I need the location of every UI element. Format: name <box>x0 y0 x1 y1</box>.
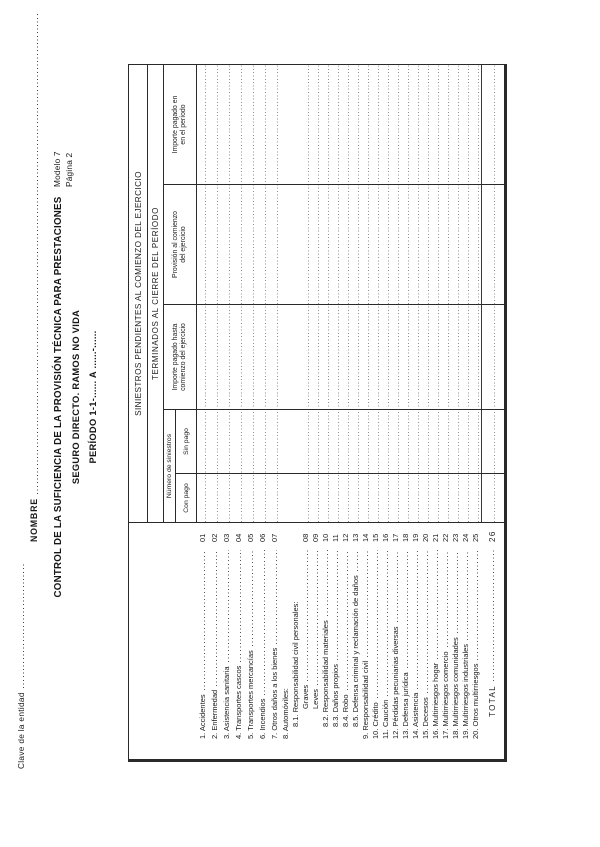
column-divider <box>197 304 504 305</box>
row-code: 10 <box>321 533 330 542</box>
data-row <box>411 65 421 522</box>
name-line <box>29 14 40 542</box>
entity-key-label: Clave de la entidad <box>16 692 26 769</box>
row-code: 26 <box>487 530 497 542</box>
data-columns-section <box>129 65 504 523</box>
data-row <box>221 65 233 522</box>
row-code: 07 <box>270 533 279 542</box>
row-code: 11 <box>331 534 340 542</box>
data-row <box>381 65 391 522</box>
row-code: 03 <box>222 533 231 542</box>
data-rows-grid <box>197 65 504 522</box>
label-row: 11. Caución 16 <box>381 523 391 759</box>
dotted-leader <box>437 550 438 659</box>
col-provision-comienzo: Provisión al comienzo del ejercicio <box>164 184 196 304</box>
claims-provision-table <box>128 64 507 762</box>
dotted-leader <box>276 550 277 644</box>
row-code: 16 <box>381 533 390 542</box>
label-row: 8.2. Responsabilidad materiales 10 <box>321 523 331 759</box>
dotted-leader <box>307 550 308 681</box>
data-row <box>245 65 257 522</box>
data-row <box>341 65 351 522</box>
data-row <box>269 65 281 522</box>
row-code: 20 <box>421 533 430 542</box>
label-row: 5. Transportes mercancías 05 <box>245 523 257 759</box>
dotted-leader <box>252 550 253 646</box>
col-con-pago: Con pago <box>176 473 196 522</box>
name-blank <box>37 14 38 494</box>
dotted-leader <box>397 550 398 622</box>
label-row: 14. Asistencia 19 <box>411 523 421 759</box>
col-numero-siniestros: Número de siniestros Con pago Sin pago <box>164 409 196 522</box>
row-labels-section <box>129 523 504 759</box>
dotted-leader <box>204 550 205 690</box>
dotted-leader <box>327 550 328 616</box>
data-row <box>461 65 471 522</box>
row-code: 02 <box>210 533 219 542</box>
row-code: 09 <box>311 533 320 542</box>
row-code: 25 <box>471 533 480 542</box>
label-row: 18. Multirriesgos comunidades 23 <box>451 523 461 759</box>
col-importe-pagado-hasta: Importe pagado hasta comienzo del ejercicio <box>164 304 196 409</box>
header-terminados-cierre: TERMINADOS AL CIERRE DEL PERÍODO <box>148 65 164 522</box>
dotted-leader <box>377 550 378 698</box>
row-code: 05 <box>246 533 255 542</box>
data-row <box>371 65 381 522</box>
dotted-leader <box>264 550 265 695</box>
label-row: 3. Asistencia sanitaria 03 <box>221 523 233 759</box>
data-row <box>361 65 371 522</box>
total-data-row <box>481 65 504 522</box>
data-row <box>311 65 321 522</box>
row-code: 04 <box>234 533 243 542</box>
label-row: 13. Defensa jurídica 18 <box>401 523 411 759</box>
row-code: 19 <box>411 533 420 542</box>
label-row: 7. Otros daños a los bienes 07 <box>269 523 281 759</box>
data-row <box>209 65 221 522</box>
form-page-number: Página 2 <box>63 152 74 187</box>
col-importe-pagado-periodo: Importe pagado en en el período <box>171 95 187 154</box>
data-row <box>351 65 361 522</box>
row-code: 17 <box>391 533 400 542</box>
data-row <box>321 65 331 522</box>
dotted-leader <box>357 550 358 571</box>
data-row-spacer <box>291 65 301 522</box>
col-sin-pago: Sin pago <box>182 428 190 455</box>
row-code: 15 <box>371 533 380 542</box>
dotted-leader <box>317 550 318 685</box>
row-code: 21 <box>431 533 440 542</box>
label-row: 1. Accidentes 01 <box>197 523 209 759</box>
row-code: 13 <box>351 533 360 542</box>
row-code: 24 <box>461 533 470 542</box>
dotted-leader <box>407 550 408 668</box>
dotted-leader <box>467 550 468 640</box>
form-title: CONTROL DE LA SUFICIENCIA DE LA PROVISIÓN TÉCNICA PARA PRESTACIONES <box>53 196 64 598</box>
row-code: 01 <box>198 533 207 542</box>
data-row <box>401 65 411 522</box>
form-title-block <box>50 57 102 737</box>
dotted-leader <box>347 550 348 690</box>
data-row <box>331 65 341 522</box>
form-model: Modelo 7 <box>52 151 62 187</box>
label-row-group: 8.1. Responsabilidad civil personales: <box>291 601 300 727</box>
column-divider <box>197 473 504 474</box>
dotted-leader <box>387 550 388 696</box>
label-row: 6. Incendios 06 <box>257 523 269 759</box>
dotted-leader <box>337 550 338 660</box>
column-divider <box>197 184 504 185</box>
data-row <box>233 65 245 522</box>
data-row <box>441 65 451 522</box>
header-siniestros-pendientes: SINIESTROS PENDIENTES AL COMIENZO DEL EJERCICIO <box>129 65 148 522</box>
dotted-leader <box>493 550 494 681</box>
data-row-spacer <box>281 65 291 522</box>
column-divider <box>197 409 504 410</box>
data-row <box>451 65 461 522</box>
entity-key-line <box>16 564 26 769</box>
row-code: 08 <box>301 533 310 542</box>
dotted-leader <box>477 550 478 660</box>
label-row: 20. Otros multirriesgos 25 <box>471 523 481 759</box>
label-row: 19. Multirriesgos industriales 24 <box>461 523 471 759</box>
label-row: 16. Multirriesgos hogar 21 <box>431 523 441 759</box>
label-row: 10. Crédito 15 <box>371 523 381 759</box>
data-row <box>431 65 441 522</box>
entity-key-blank <box>23 564 24 688</box>
row-code: 12 <box>341 533 350 542</box>
row-code: 06 <box>258 533 267 542</box>
dotted-leader <box>228 550 229 662</box>
label-row: 9. Responsabilidad civil 14 <box>361 523 371 759</box>
dotted-leader <box>457 550 458 633</box>
data-row <box>391 65 401 522</box>
data-row <box>421 65 431 522</box>
label-row: 8.3. Daños propios 11 <box>331 523 341 759</box>
row-code: 23 <box>451 533 460 542</box>
label-row: 4. Transportes cascos 04 <box>233 523 245 759</box>
dotted-leader <box>427 550 428 693</box>
dotted-leader <box>367 550 368 657</box>
column-headers-row <box>164 65 197 522</box>
form-period-line: PERÍODO 1-1-...... A ......-...... <box>88 330 98 464</box>
total-row-label: TOTAL 26 <box>481 523 504 759</box>
row-code: 22 <box>441 533 450 542</box>
dotted-leader <box>417 550 418 689</box>
data-row <box>257 65 269 522</box>
name-label: NOMBRE <box>29 498 39 542</box>
data-row <box>197 65 209 522</box>
label-row: 15. Decesos 20 <box>421 523 431 759</box>
row-code: 18 <box>401 533 410 542</box>
label-row: Leves 09 <box>311 523 321 759</box>
label-row: 8.5. Defensa criminal y reclamación de daños 13 <box>351 523 361 759</box>
dotted-leader <box>240 550 241 662</box>
dotted-leader <box>447 550 448 647</box>
label-row: Graves 08 <box>301 523 311 759</box>
label-row: 12. Pérdidas pecuniarias diversas 17 <box>391 523 401 759</box>
label-row: 8.4. Robo 12 <box>341 523 351 759</box>
row-code: 14 <box>361 533 370 542</box>
data-row <box>471 65 481 522</box>
data-row <box>301 65 311 522</box>
label-row-group: 8. Automóviles: <box>281 688 290 739</box>
form-subtitle: SEGURO DIRECTO. RAMOS NO VIDA <box>70 309 81 485</box>
label-row: 2. Enfermedad 02 <box>209 523 221 759</box>
dotted-leader <box>216 550 217 686</box>
label-row: 17. Multirriesgos comercio 22 <box>441 523 451 759</box>
